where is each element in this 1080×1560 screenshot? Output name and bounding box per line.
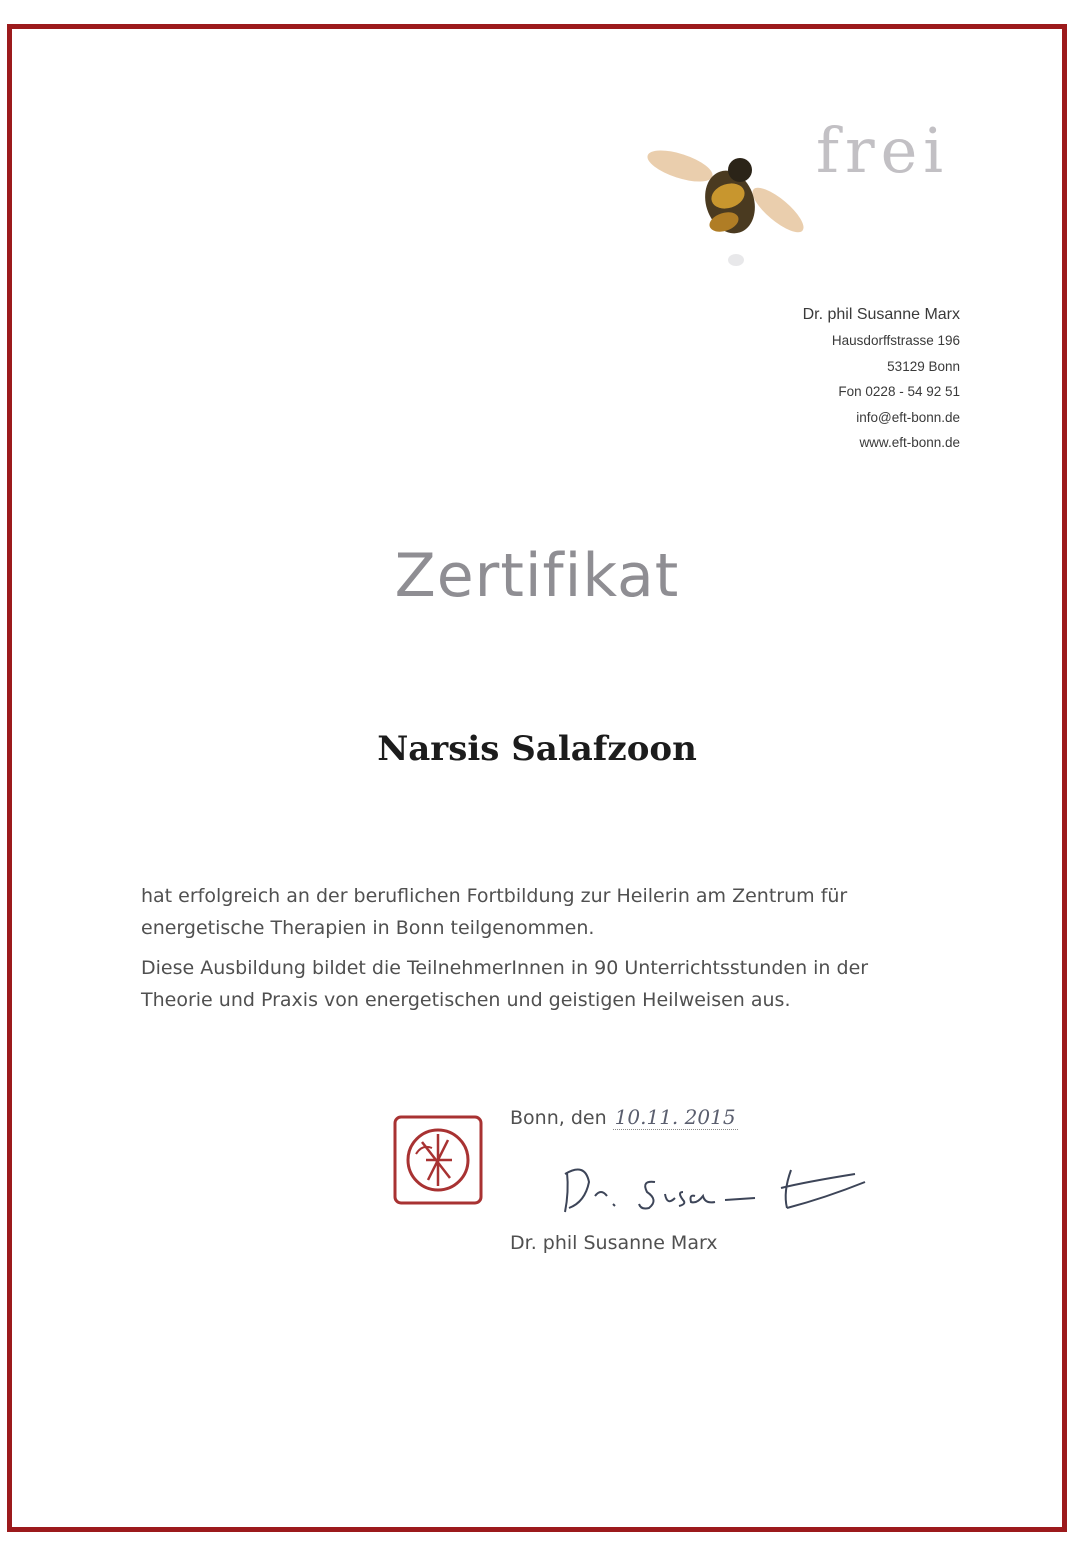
certificate-paragraph-1: hat erfolgreich an der beruflichen Fortbildung zur Heilerin am Zentrum für energetische Therapien in Bonn teilgenommen. [141,885,848,939]
letterhead-logo [640,114,960,278]
sender-email: info@eft-bonn.de [856,409,960,425]
recipient-name: Narsis Salafzoon [377,729,697,769]
place-prefix: Bonn, den [510,1107,607,1129]
logo-wordmark: frei [816,114,950,187]
sender-phone: Fon 0228 - 54 92 51 [838,384,960,399]
certificate-title: Zertifikat [394,541,680,611]
certificate-paragraph-2: Diese Ausbildung bildet die TeilnehmerInnen in 90 Unterrichtsstunden in der Theorie und Praxis von energetischen und geistigen Heilweisen aus. [141,957,869,1011]
signer-name: Dr. phil Susanne Marx [510,1232,718,1254]
sender-address [803,302,960,456]
sender-website: www.eft-bonn.de [859,435,960,450]
bee-icon [640,118,820,278]
place-and-date [510,1105,738,1129]
sender-city: 53129 Bonn [887,358,960,374]
handwritten-signature [555,1152,885,1222]
handwritten-date: 10.11. 2015 [614,1105,736,1129]
seal-stamp-icon [392,1114,484,1206]
sender-name: Dr. phil Susanne Marx [802,306,960,323]
sender-street: Hausdorffstrasse 196 [831,333,960,348]
